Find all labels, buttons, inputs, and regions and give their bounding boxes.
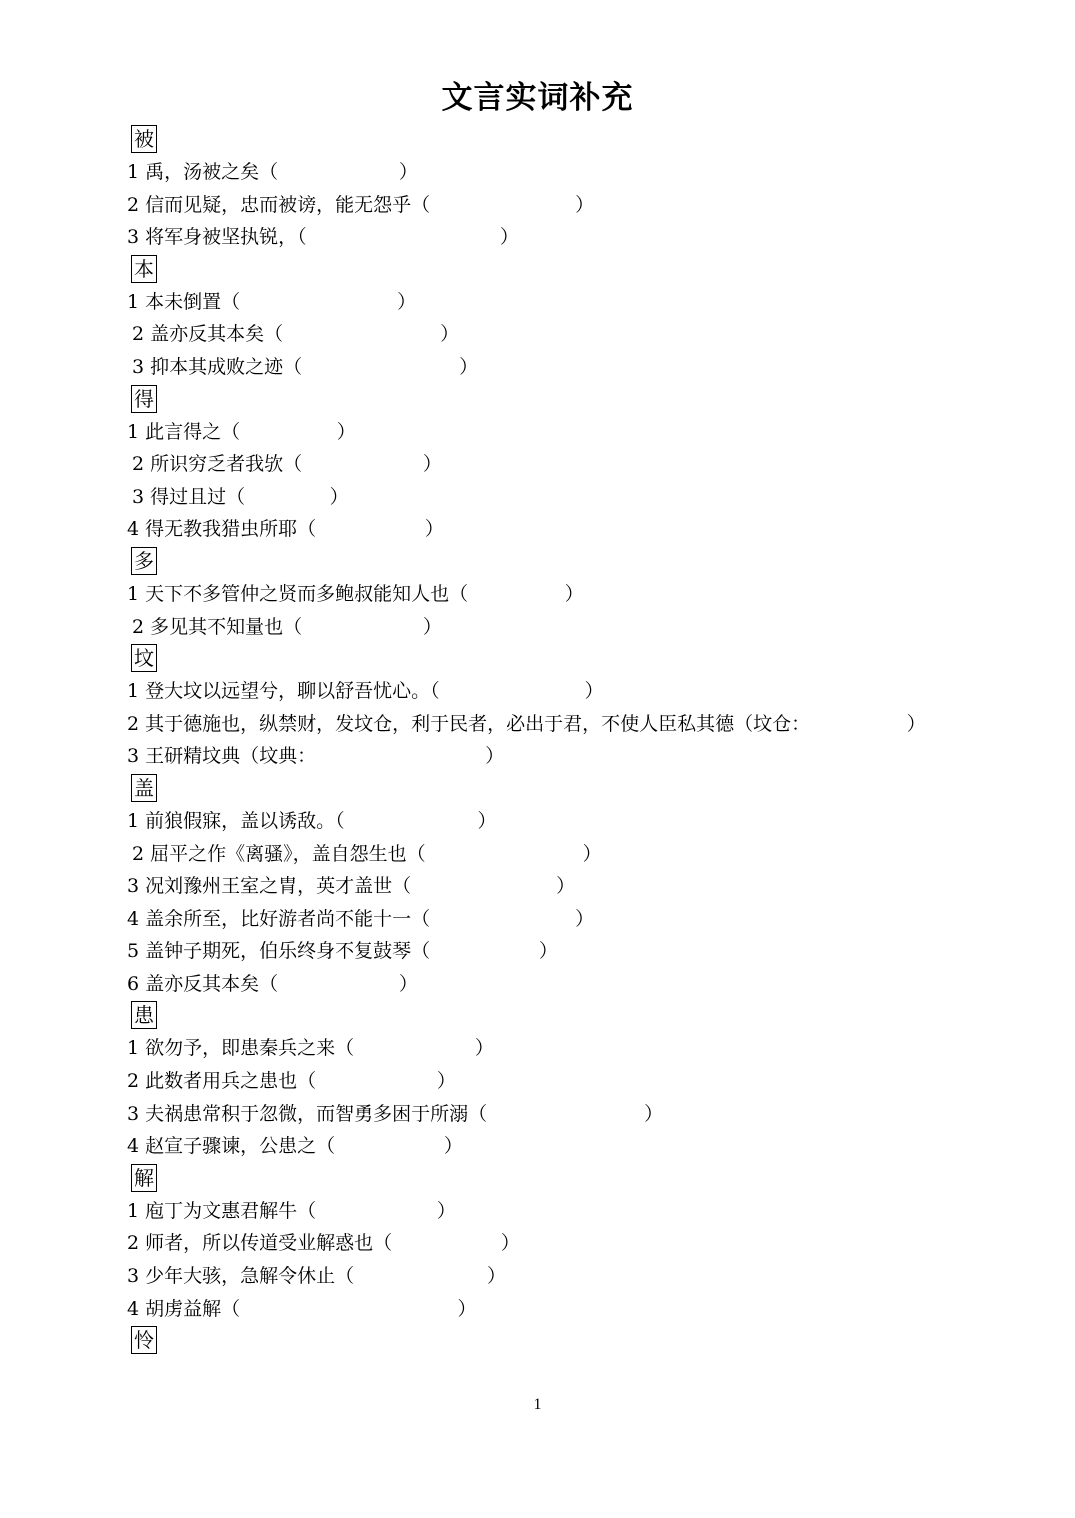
exercise-line: 2 此数者用兵之患也（ ） — [127, 1070, 456, 1093]
word-section — [127, 1000, 926, 1162]
exercise-line: 3 少年大骇，急解令休止（ ） — [127, 1265, 506, 1288]
exercise-line: 3 得过且过（ ） — [132, 485, 349, 508]
exercise-line: 4 胡虏益解（ ） — [127, 1297, 477, 1320]
word-section — [127, 773, 926, 1001]
headword-box: 解 — [131, 1164, 157, 1192]
exercise-line: 3 抑本其成败之迹（ ） — [132, 355, 479, 378]
exercise-line: 2 所识穷乏者我欤（ ） — [132, 453, 442, 476]
headword-box: 得 — [131, 385, 157, 413]
exercise-line: 5 盖钟子期死，伯乐终身不复鼓琴（ ） — [127, 940, 558, 963]
exercise-list — [127, 124, 926, 1357]
exercise-line: 1 登大坟以远望兮，聊以舒吾忧心。（ ） — [127, 680, 604, 703]
word-section — [127, 643, 926, 773]
exercise-line: 1 庖丁为文惠君解牛（ ） — [127, 1199, 456, 1222]
exercise-line: 1 此言得之（ ） — [127, 420, 356, 443]
page-title: 文言实词补充 — [441, 80, 634, 116]
exercise-line: 2 师者，所以传道受业解惑也（ ） — [127, 1232, 520, 1255]
exercise-line: 1 天下不多管仲之贤而多鲍叔能知人也（ ） — [127, 582, 584, 605]
word-section — [127, 546, 926, 643]
headword-box: 怜 — [131, 1326, 157, 1354]
exercise-line: 4 赵宣子骤谏，公患之（ ） — [127, 1135, 463, 1158]
headword-box: 被 — [131, 125, 157, 153]
headword-box: 盖 — [131, 774, 157, 802]
exercise-line: 3 夫祸患常积于忽微，而智勇多困于所溺（ ） — [127, 1102, 664, 1125]
word-section — [127, 1163, 926, 1325]
exercise-line: 3 将军身被坚执锐，（ ） — [127, 226, 519, 249]
word-section — [127, 254, 926, 384]
headword-box: 多 — [131, 547, 157, 575]
exercise-line: 2 多见其不知量也（ ） — [132, 615, 442, 638]
page-number: 1 — [533, 1396, 542, 1413]
headword-box: 坟 — [131, 644, 157, 672]
exercise-line: 1 欲勿予，即患秦兵之来（ ） — [127, 1037, 494, 1060]
exercise-line: 3 王研精坟典（坟典： ） — [127, 745, 505, 768]
exercise-line: 4 得无教我猎虫所耶（ ） — [127, 518, 444, 541]
word-section — [127, 124, 926, 254]
exercise-line: 2 其于德施也，纵禁财，发坟仓，利于民者，必出于君，不使人臣私其德（坟仓： ） — [127, 712, 926, 735]
exercise-line: 1 前狼假寐，盖以诱敌。（ ） — [127, 809, 497, 832]
exercise-line: 6 盖亦反其本矣（ ） — [127, 972, 418, 995]
exercise-line: 1 禹，汤被之矣（ ） — [127, 161, 418, 183]
word-section — [127, 1325, 926, 1357]
exercise-line: 1 本未倒置（ ） — [127, 290, 417, 313]
exercise-line: 2 信而见疑，忠而被谤，能无怨乎（ ） — [127, 193, 595, 216]
word-section — [127, 384, 926, 546]
exercise-line: 3 况刘豫州王室之胄，英才盖世（ ） — [127, 875, 576, 898]
exercise-line: 2 盖亦反其本矣（ ） — [132, 323, 460, 346]
exercise-line: 2 屈平之作《离骚》，盖自怨生也（ ） — [132, 842, 602, 865]
exercise-line: 4 盖余所至，比好游者尚不能十一（ ） — [127, 907, 595, 930]
headword-box: 本 — [131, 255, 157, 283]
headword-box: 患 — [131, 1001, 157, 1029]
